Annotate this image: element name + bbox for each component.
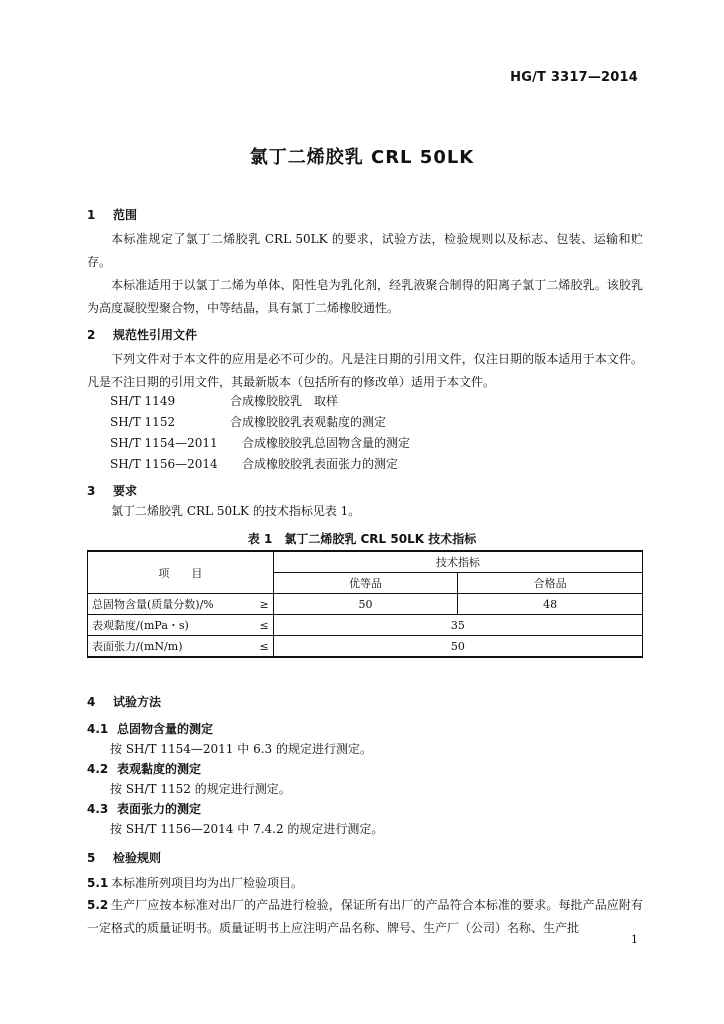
section-3-heading [87,482,137,499]
grade-header: 优等品 [273,573,458,594]
item-cell: 表观黏度/(mPa・s) [88,615,220,636]
clause-5-1 [87,874,303,891]
value-cell: 50 [273,594,458,615]
subsection-heading [87,800,201,817]
table-header-row [88,551,643,573]
subsection-title: 表面张力的测定 [117,802,202,816]
value-cell: 35 [273,615,642,636]
reference-code: SH/T 1156—2014 [110,457,218,471]
section-title: 范围 [113,208,138,222]
reference-code: SH/T 1152 [110,415,176,429]
table-row [88,636,643,658]
operator-cell: ≥ [219,594,273,615]
reference-item [110,434,410,451]
section-3-paragraph-1: 氯丁二烯胶乳 CRL 50LK 的技术指标见表 1。 [111,504,361,518]
clause-number: 5.2 [87,898,109,912]
item-cell: 总固物含量(质量分数)/% [88,594,220,615]
section-5-heading [87,849,161,866]
subsection-text: 按 SH/T 1154—2011 中 6.3 的规定进行测定。 [110,742,372,756]
reference-name: 合成橡胶胶乳 取样 [230,394,339,408]
table-row [88,594,643,615]
section-2-paragraph-1: 下列文件对于本文件的应用是必不可少的。凡是注日期的引用文件，仅注日期的版本适用于本文件。凡是不注日期的引用文件，其最新版本（包括所有的修改单）适用于本文件。 [87,352,643,389]
reference-item [110,455,398,472]
item-cell: 表面张力/(mN/m) [88,636,220,658]
grade-header: 合格品 [458,573,643,594]
item-header: 项 目 [88,551,274,594]
section-title: 要求 [113,484,138,498]
spec-header: 技术指标 [273,551,642,573]
page-number: 1 [631,933,638,946]
subsection-number: 4.2 [87,762,109,776]
operator-cell: ≤ [219,615,273,636]
section-1-heading [87,206,137,223]
clause-text: 生产厂应按本标准对出厂的产品进行检验，保证所有出厂的产品符合本标准的要求。每批产品应附有一定格式的质量证明书。质量证明书上应注明产品名称、牌号、生产厂（公司）名称、生产批 [87,898,643,935]
value-cell: 48 [458,594,643,615]
document-title: 氯丁二烯胶乳 CRL 50LK [249,147,475,168]
clause-5-2 [87,894,643,940]
spec-table [87,550,643,658]
reference-item [110,413,386,430]
table-row [88,615,643,636]
operator-cell: ≤ [219,636,273,658]
standard-code: HG/T 3317—2014 [510,70,638,85]
subsection-text: 按 SH/T 1152 的规定进行测定。 [110,782,291,796]
section-number: 4 [87,695,96,709]
section-1-paragraph-2: 本标准适用于以氯丁二烯为单体、阳性皂为乳化剂，经乳液聚合制得的阳离子氯丁二烯胶乳。该胶乳为高度凝胶型聚合物，中等结晶，具有氯丁二烯橡胶通性。 [87,278,643,315]
reference-name: 合成橡胶胶乳表面张力的测定 [242,457,399,471]
subsection-heading [87,760,201,777]
table-caption: 表 1 氯丁二烯胶乳 CRL 50LK 技术指标 [247,532,477,546]
clause-text: 本标准所列项目均为出厂检验项目。 [111,876,304,890]
subsection-text: 按 SH/T 1156—2014 中 7.4.2 的规定进行测定。 [110,822,384,836]
value-cell: 50 [273,636,642,658]
reference-item [110,392,338,409]
subsection-number: 4.1 [87,722,109,736]
section-2-heading [87,326,197,343]
reference-name: 合成橡胶胶乳表观黏度的测定 [230,415,387,429]
clause-number: 5.1 [87,876,109,890]
section-4-heading [87,693,161,710]
subsection-title: 表观黏度的测定 [117,762,202,776]
section-number: 5 [87,851,96,865]
reference-name: 合成橡胶胶乳总固物含量的测定 [242,436,411,450]
subsection-title: 总固物含量的测定 [117,722,214,736]
reference-code: SH/T 1154—2011 [110,436,218,450]
subsection-number: 4.3 [87,802,109,816]
section-title: 检验规则 [113,851,162,865]
section-number: 2 [87,328,96,342]
subsection-heading [87,720,213,737]
section-number: 3 [87,484,96,498]
section-1-paragraph-1: 本标准规定了氯丁二烯胶乳 CRL 50LK 的要求，试验方法，检验规则以及标志、包装、运输和贮存。 [87,232,643,269]
section-title: 试验方法 [113,695,162,709]
section-title: 规范性引用文件 [113,328,198,342]
section-number: 1 [87,208,96,222]
reference-code: SH/T 1149 [110,394,176,408]
